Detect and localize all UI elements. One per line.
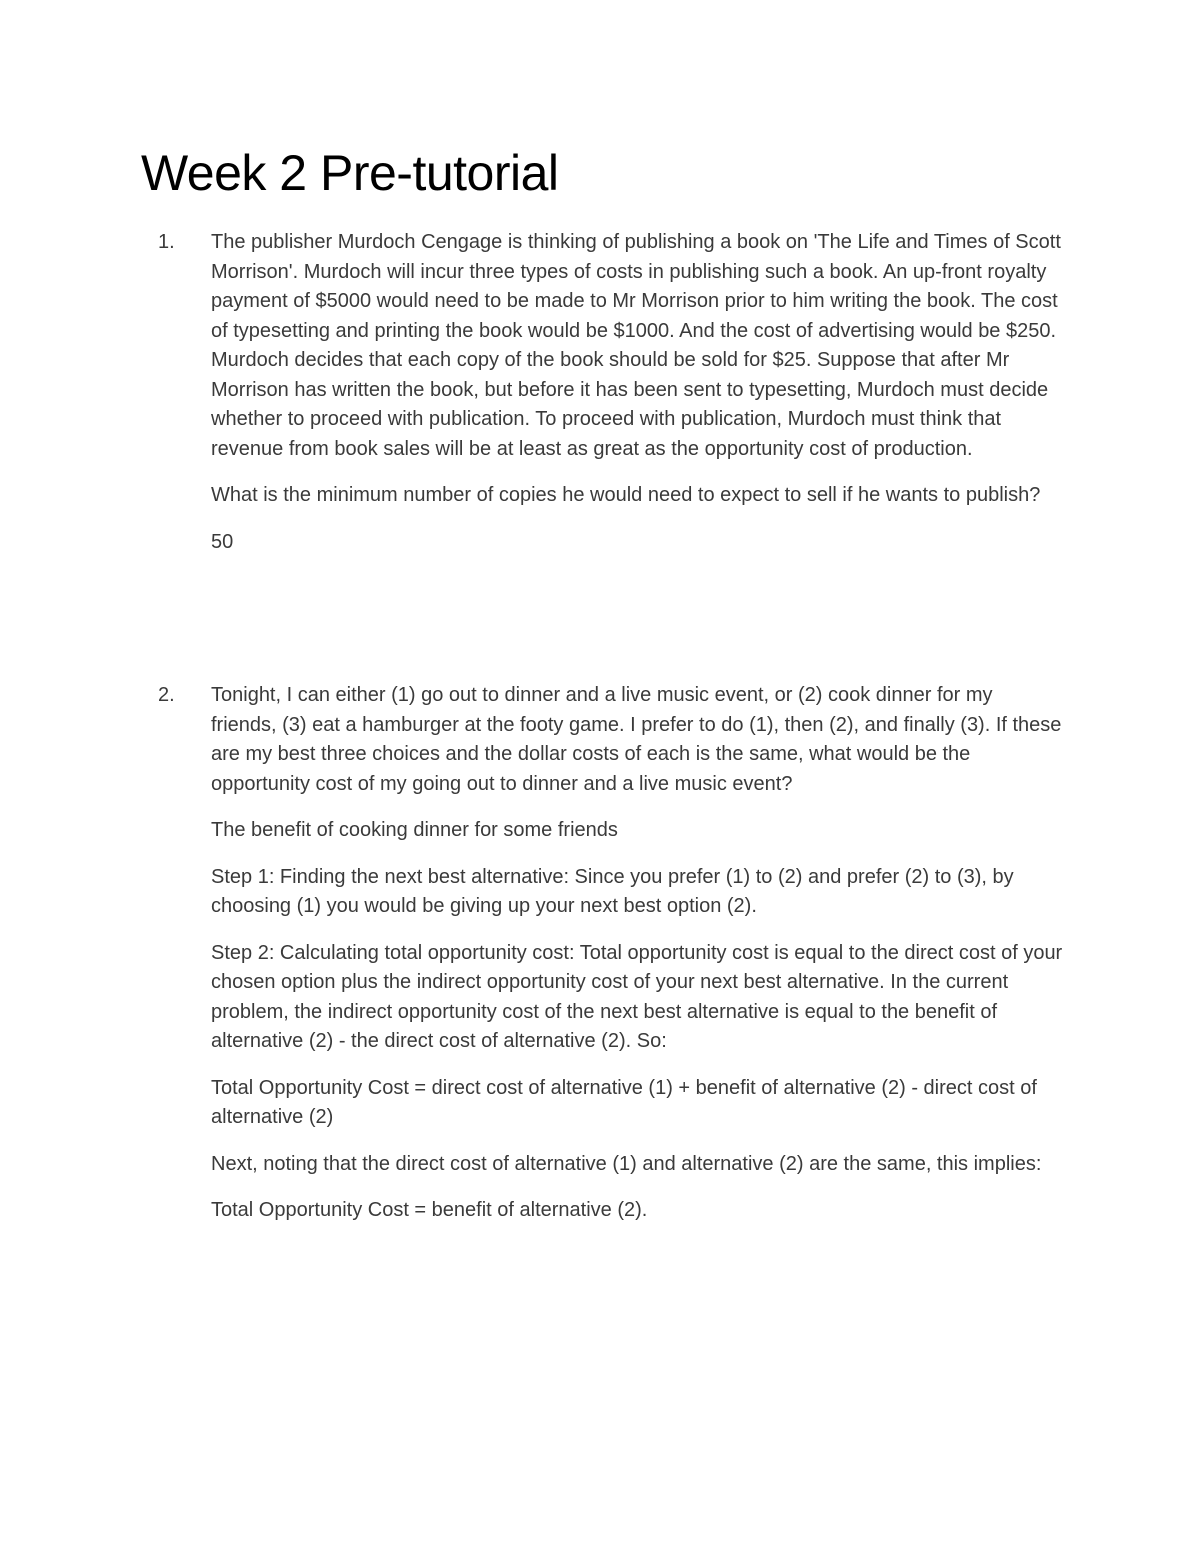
answer-text: The benefit of cooking dinner for some friends	[211, 819, 618, 841]
step-1-text: Step 1: Finding the next best alternative: Since you prefer (1) to (2) and prefer (2) to (3), by choosing (1) you would be giving up your next best option (2).	[211, 865, 1014, 917]
answer-text: 50	[211, 530, 234, 553]
question-text: Tonight, I can either (1) go out to dinner and a live music event, or (2) cook dinner for my friends, (3) eat a hamburger at the footy game. I prefer to do (1), then (2), and finally (3). If these are my best three choices and the dollar costs of each is the same, what would be the opportunity cost of my going out to dinner and a live music event?	[211, 684, 1062, 795]
question-number: 1.	[158, 231, 175, 253]
question-body	[211, 681, 1063, 1243]
question-body	[211, 228, 1063, 574]
step-2-text: Step 2: Calculating total opportunity cost: Total opportunity cost is equal to the direct cost of your chosen option plus the indirect opportunity cost of your next best alternative. In the current problem, the indirect opportunity cost of the next best alternative is equal to the benefit of alternative (2) - the direct cost of alternative (2). So:	[211, 941, 1063, 1052]
conclusion-text: Total Opportunity Cost = benefit of alternative (2).	[211, 1199, 648, 1221]
question-prompt: What is the minimum number of copies he would need to expect to sell if he wants to publish?	[211, 484, 1041, 506]
question-text: The publisher Murdoch Cengage is thinking of publishing a book on 'The Life and Times of Scott Morrison'. Murdoch will incur three types of costs in publishing such a book. An up-front royalty payment of $5000 would need to be made to Mr Morrison prior to him writing the book. The cost of typesetting and printing the book would be $1000. And the cost of advertising would be $250. Murdoch decides that each copy of the book should be sold for $25. Suppose that after Mr Morrison has written the book, but before it has been sent to typesetting, Murdoch must decide whether to proceed with publication. To proceed with publication, Murdoch must think that revenue from book sales will be at least as great as the opportunity cost of production.	[211, 231, 1061, 460]
explanation-text: Next, noting that the direct cost of alternative (1) and alternative (2) are the same, this implies:	[211, 1152, 1042, 1175]
page-title: Week 2 Pre-tutorial	[141, 145, 559, 201]
question-number: 2.	[158, 684, 175, 706]
formula-text: Total Opportunity Cost = direct cost of alternative (1) + benefit of alternative (2) - direct cost of alternative (2)	[211, 1076, 1037, 1128]
